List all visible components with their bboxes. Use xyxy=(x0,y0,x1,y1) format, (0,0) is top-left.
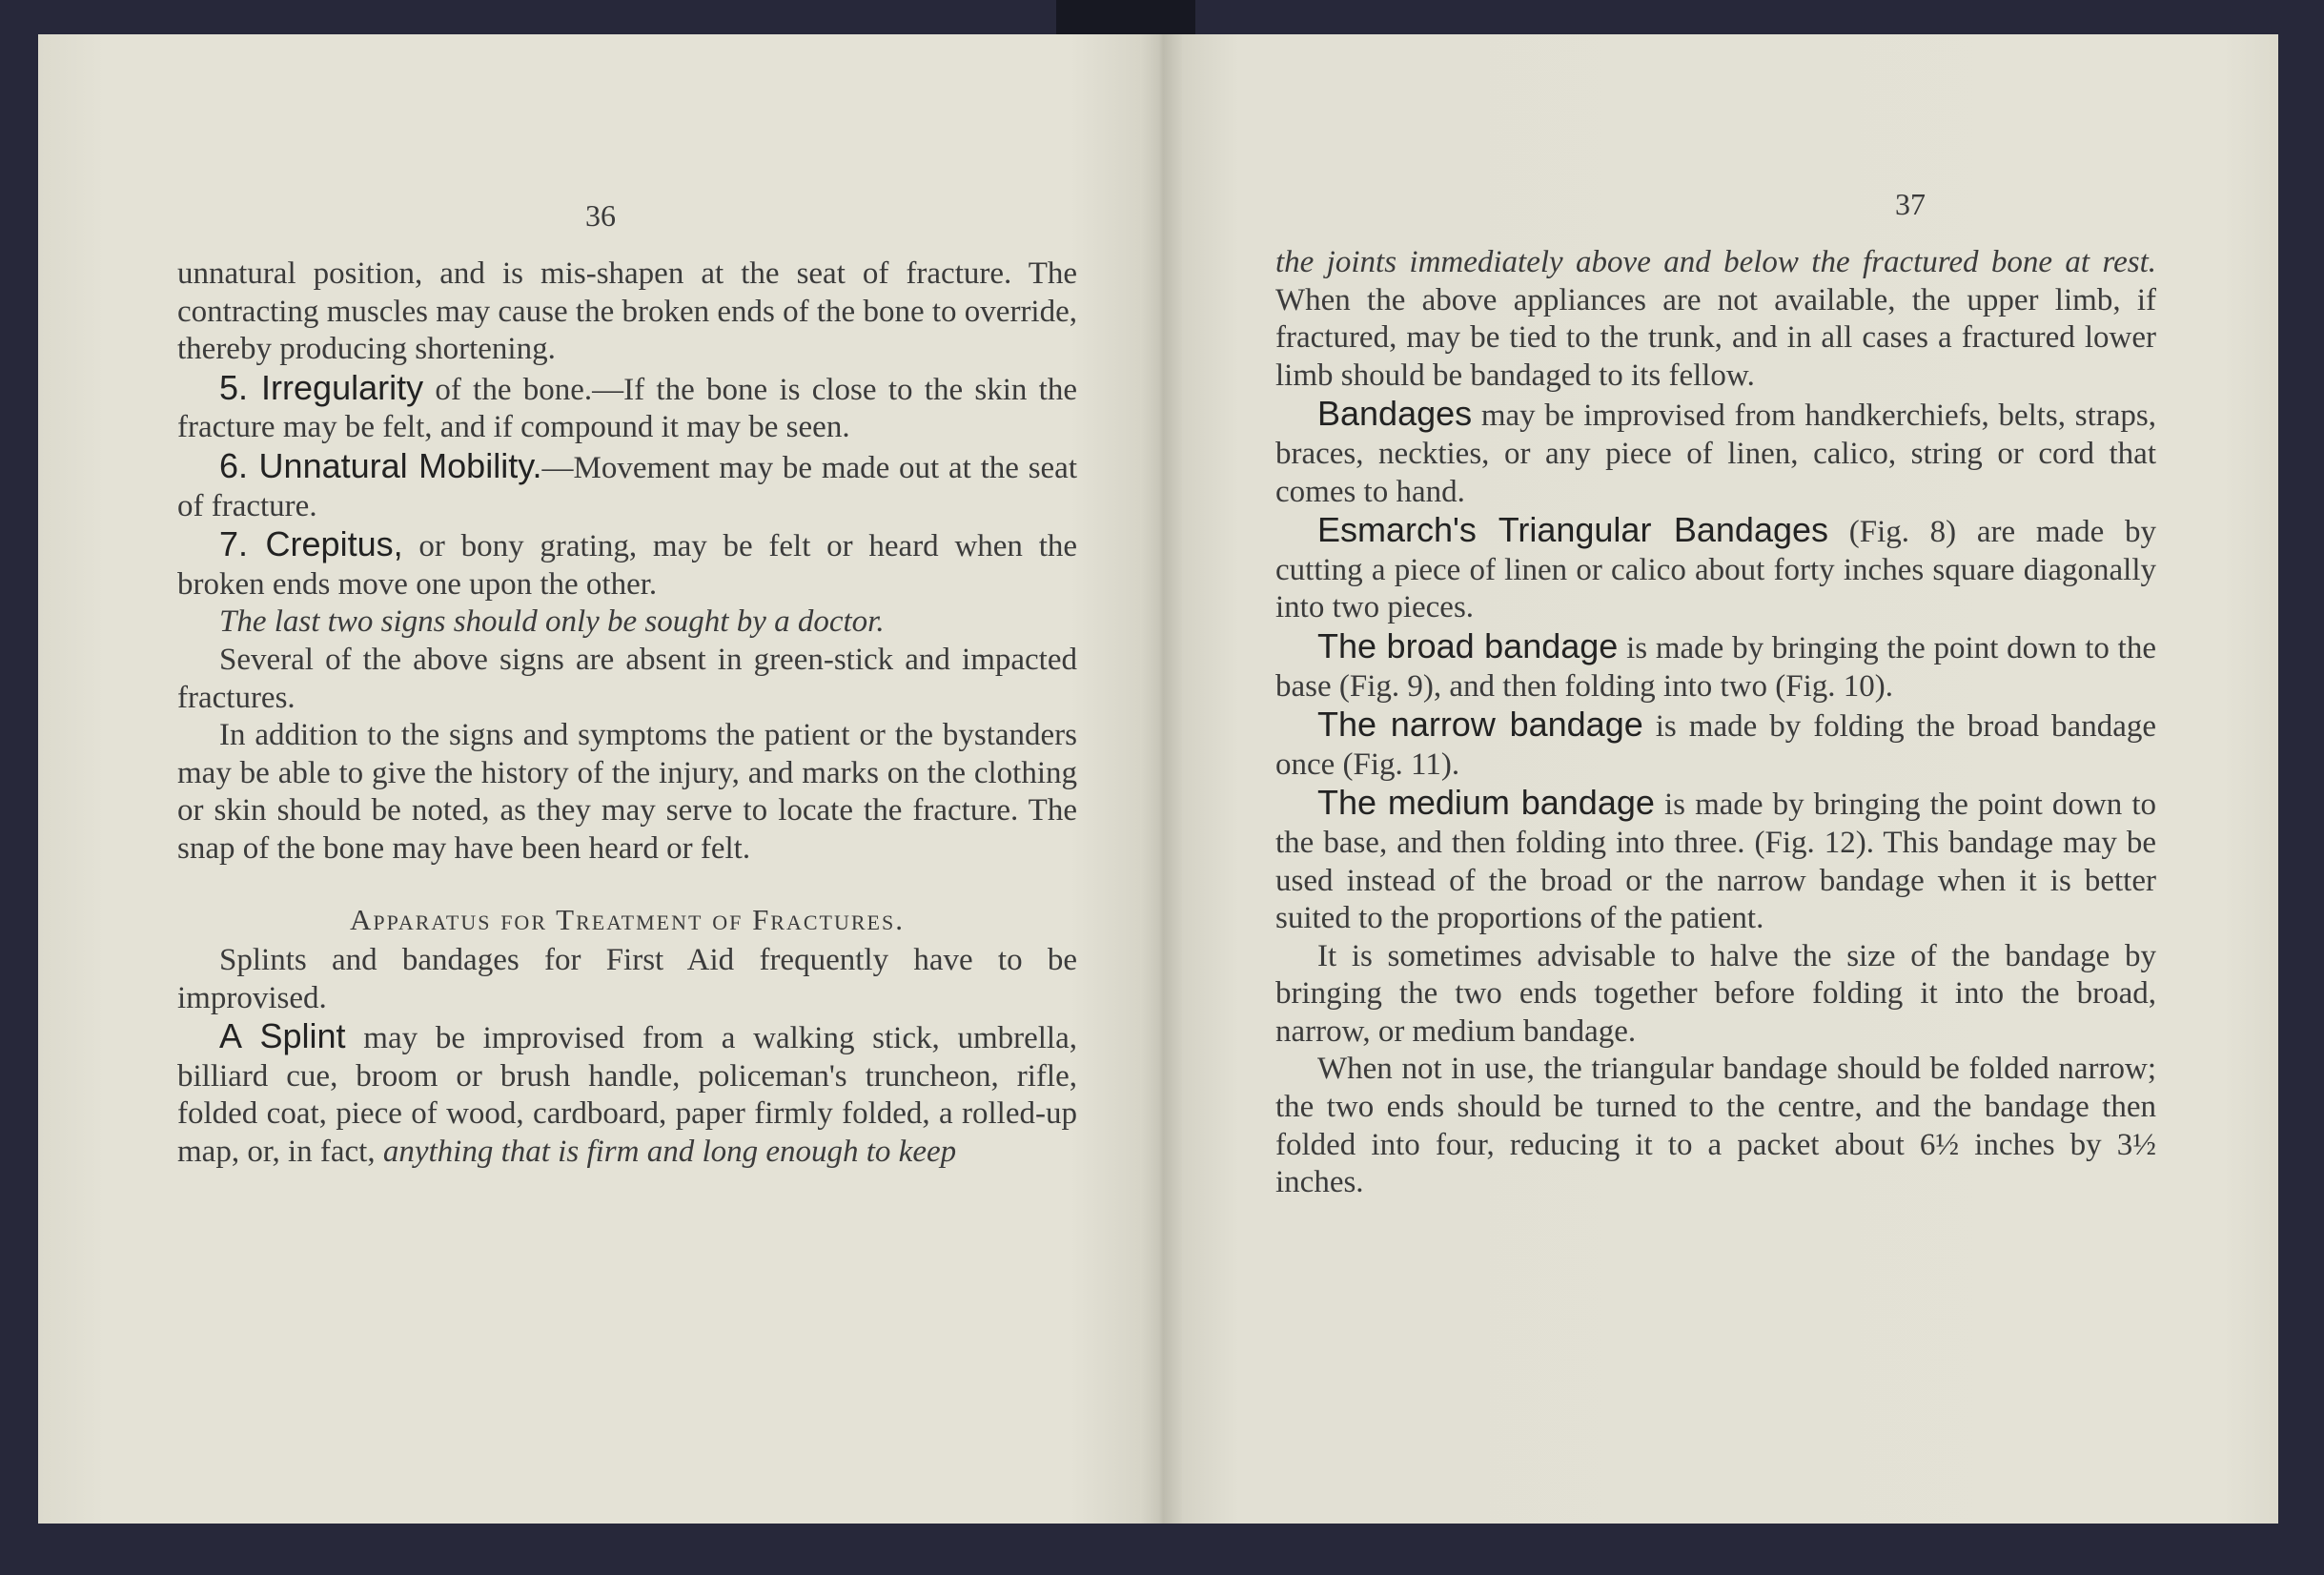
paragraph xyxy=(1275,706,2156,784)
page-number-left: 36 xyxy=(585,198,616,233)
run-in-heading: Bandages xyxy=(1317,394,1473,434)
left-page xyxy=(38,34,1159,1524)
left-page-text xyxy=(177,256,1077,1172)
paragraph-body: or bony grating, may be felt or heard when the broken ends move one upon the other. xyxy=(177,529,1078,602)
italic-text: the joints immediately above and below the fractured bone at rest. xyxy=(1275,245,2156,279)
paragraph-body: When the above appliances are not available, the upper limb, if fractured, may be tied to the trunk, and in all cases a fractured lower limb should be bandaged to its fellow. xyxy=(1275,282,2156,393)
paragraph xyxy=(177,525,1077,603)
page-number-right: 37 xyxy=(1895,187,1926,221)
right-page xyxy=(1161,34,2278,1524)
paragraph: It is sometimes advisable to halve the size of the bandage by bringing the two ends together before folding it into the broad, narrow, or medium bandage. xyxy=(1275,938,2156,1049)
paragraph xyxy=(1275,627,2156,706)
right-page-text xyxy=(1275,244,2156,1202)
paragraph: In addition to the signs and symptoms the patient or the bystanders may be able to give the history of the injury, and marks on the clothing or skin should be noted, as they may serve to locate the fracture. The snap of the bone may have been heard or felt. xyxy=(177,718,1077,866)
paragraph-body: (Fig. 8) are made by cutting a piece of linen or calico about forty inches square diagonally into two pieces. xyxy=(1275,515,2156,625)
paragraph-body: is made by folding the broad bandage once (Fig. 11). xyxy=(1275,709,2156,782)
paragraph-body: is made by bringing the point down to the base, and then folding into three. (Fig. 12). This bandage may be used instead of the broad or the narrow bandage when it is better suited to the proportions of the patient. xyxy=(1275,788,2156,936)
paragraph: When not in use, the triangular bandage should be folded narrow; the two ends should be turned to the centre, and the bandage then folded into four, reducing it to a packet about 6½ inches by 3½ inches. xyxy=(1275,1052,2156,1200)
run-in-heading: 7. Crepitus, xyxy=(219,524,403,564)
run-in-heading: 5. Irregularity xyxy=(219,367,424,407)
run-in-heading: 6. Unnatural Mobility. xyxy=(219,445,542,485)
paragraph xyxy=(1275,784,2156,937)
paragraph: unnatural position, and is mis-shapen at the seat of fracture. The contracting muscles may cause the broken ends of the bone to override, thereby producing shortening. xyxy=(177,256,1077,367)
paragraph: Several of the above signs are absent in green-stick and impacted fractures. xyxy=(177,642,1077,715)
paragraph xyxy=(1275,395,2156,511)
paragraph-body: may be improvised from a walking stick, umbrella, billiard cue, broom or brush handle, policeman's truncheon, rifle, folded coat, piece of wood, cardboard, paper firmly folded, a rolled-up map, or, in fact, xyxy=(177,1021,1077,1170)
paragraph-body: is made by bringing the point down to the base (Fig. 9), and then folding into two (Fig. 10). xyxy=(1275,630,2156,704)
paragraph xyxy=(177,447,1077,525)
section-heading: Apparatus for Treatment of Fractures. xyxy=(350,902,905,936)
run-in-heading: The medium bandage xyxy=(1317,783,1655,823)
paragraph xyxy=(1275,511,2156,627)
run-in-heading: The broad bandage xyxy=(1317,625,1619,665)
run-in-heading: Esmarch's Triangular Bandages xyxy=(1317,510,1829,550)
paragraph: Splints and bandages for First Aid frequently have to be improvised. xyxy=(177,943,1077,1015)
italic-note: The last two signs should only be sought by a doctor. xyxy=(219,604,885,640)
paragraph xyxy=(177,1017,1077,1171)
run-in-heading: A Splint xyxy=(219,1016,346,1056)
paragraph xyxy=(177,369,1077,447)
italic-text: anything that is firm and long enough to keep xyxy=(382,1135,957,1170)
paragraph-body: may be improvised from handkerchiefs, belts, straps, braces, neckties, or any piece of linen, calico, string or cord that comes to hand. xyxy=(1275,399,2156,509)
paragraph-body: of the bone.—If the bone is close to the skin the fracture may be felt, and if compound it may be seen. xyxy=(177,372,1077,445)
run-in-heading: The narrow bandage xyxy=(1317,705,1643,745)
paragraph xyxy=(1275,244,2156,395)
paragraph-body: —Movement may be made out at the seat of fracture. xyxy=(177,450,1077,523)
book-gutter xyxy=(1140,34,1182,1524)
